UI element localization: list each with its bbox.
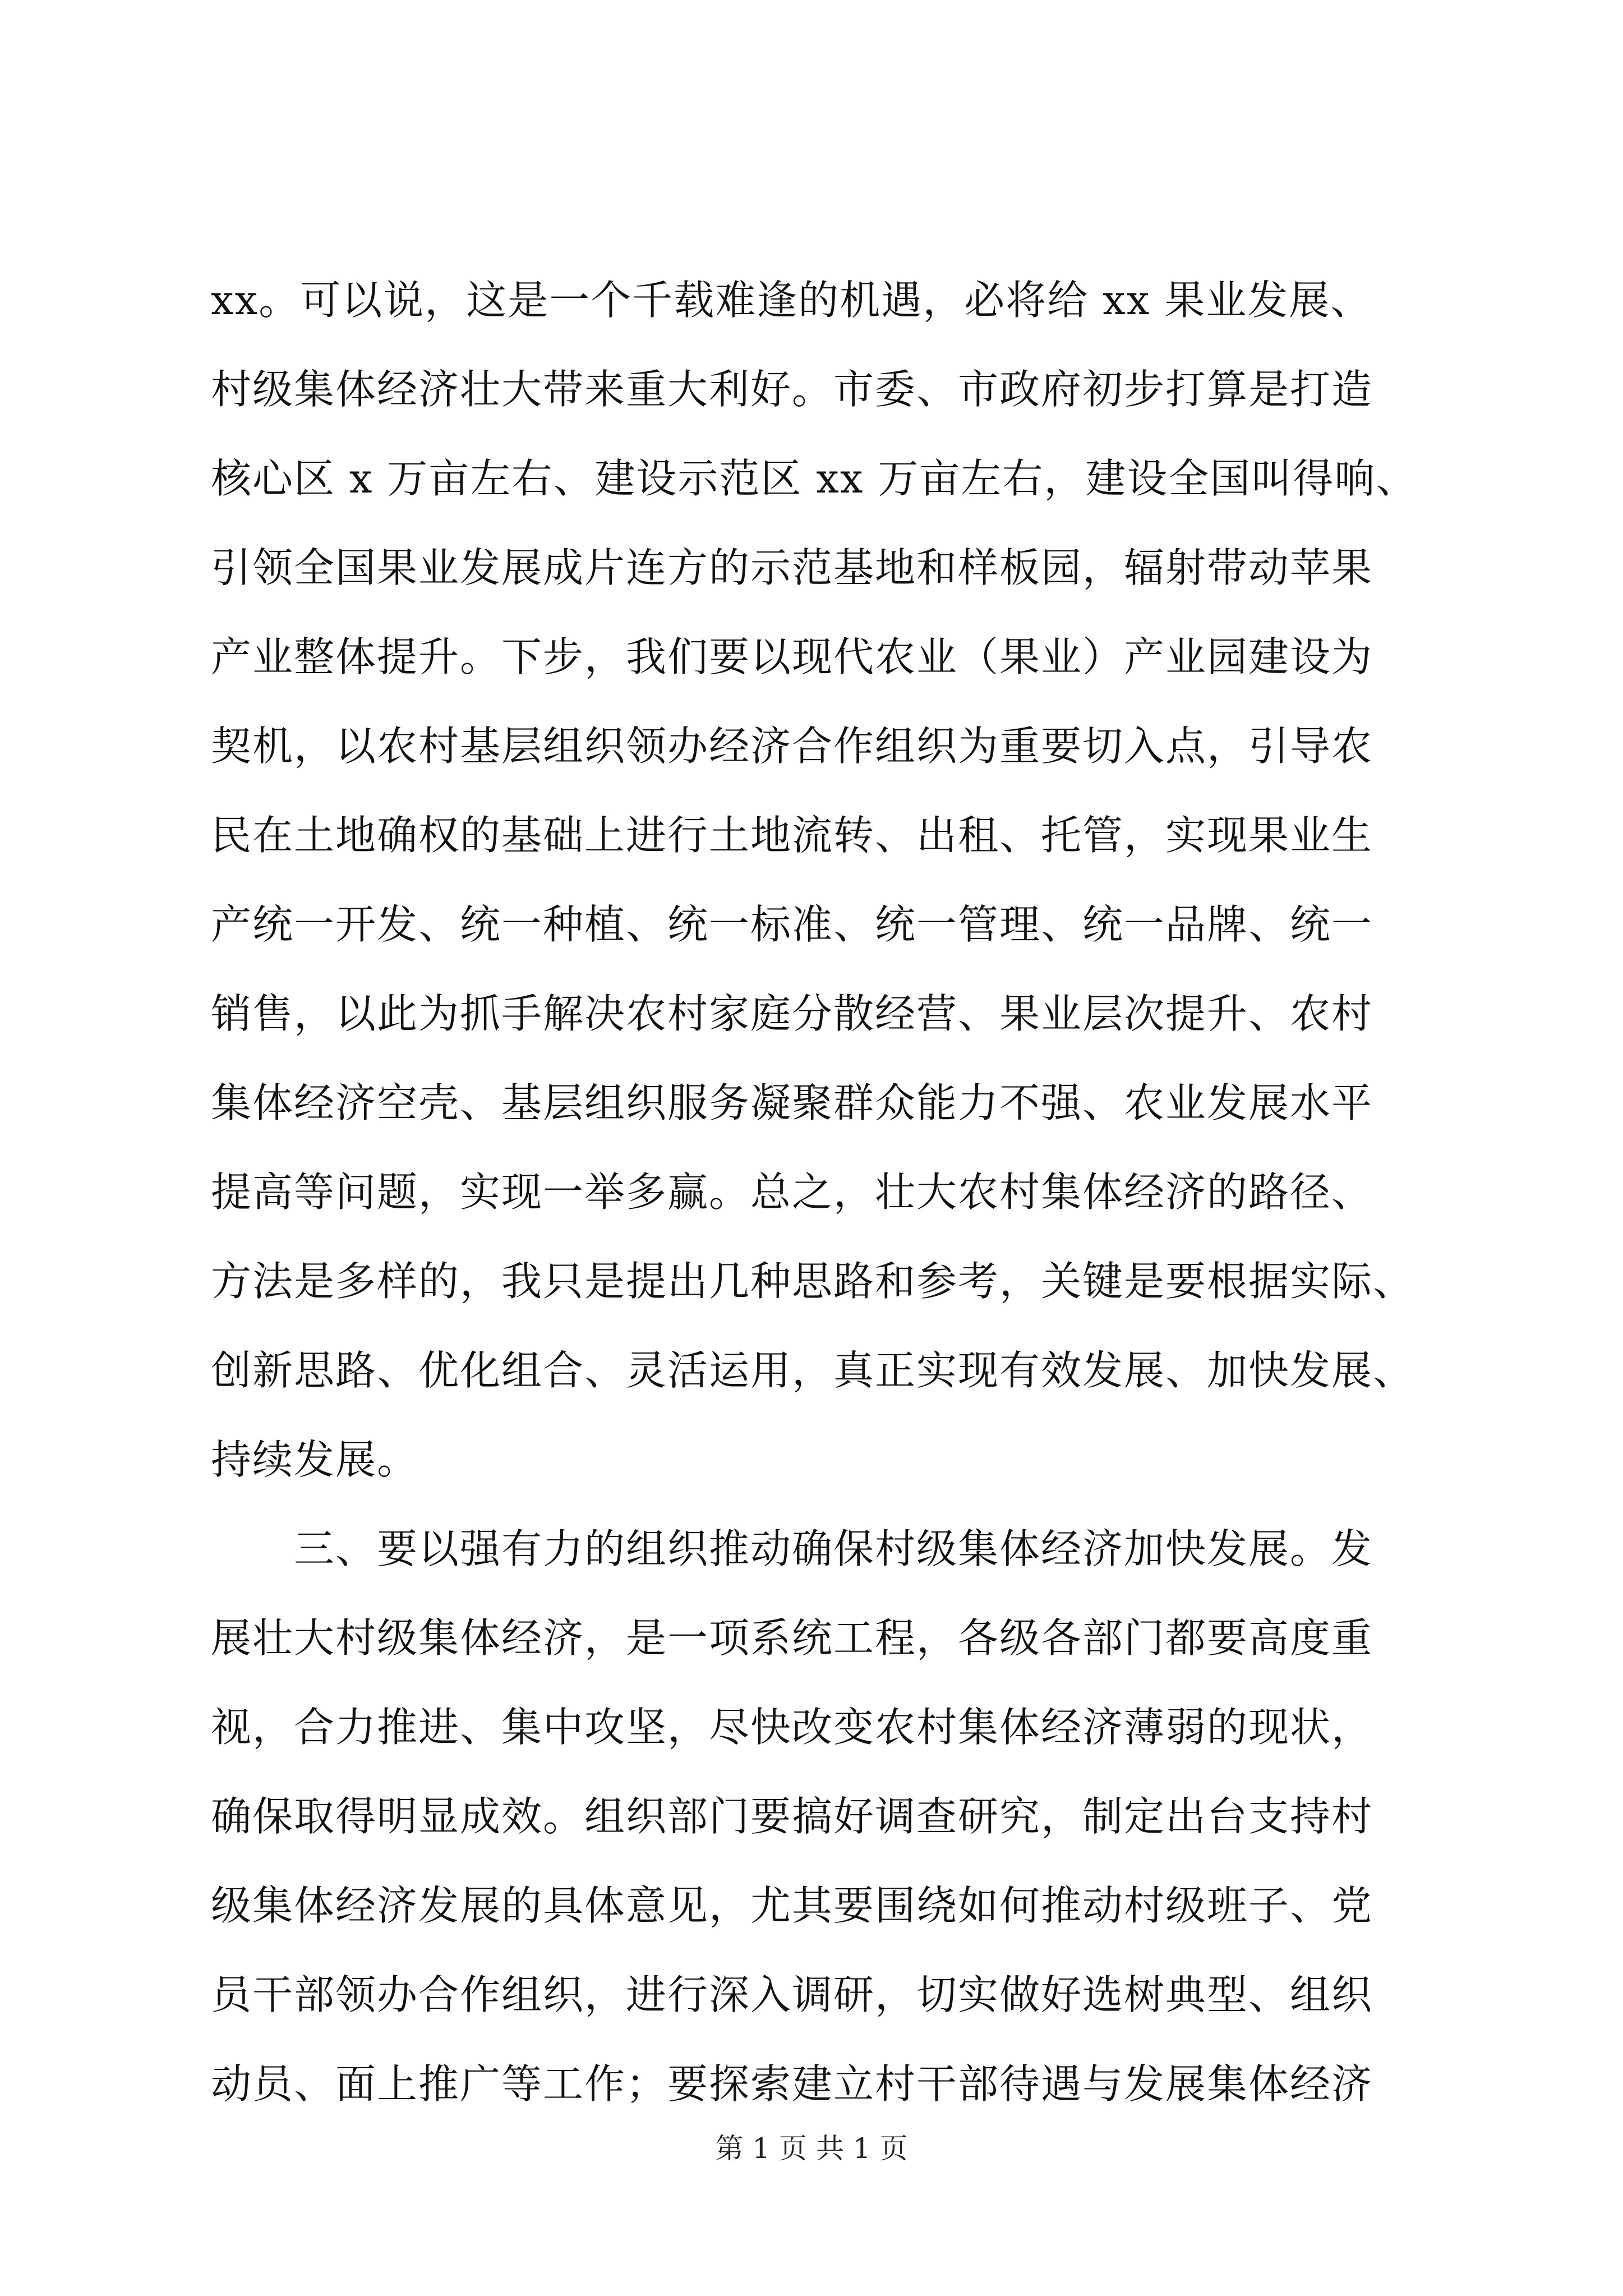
text-line: 动员、面上推广等工作；要探索建立村干部待遇与发展集体经济 (211, 2060, 1373, 2108)
text-line: 确保取得明显成效。组织部门要搞好调查研究，制定出台支持村 (211, 1793, 1373, 1840)
page-footer (0, 2126, 1623, 2166)
text-line: 民在土地确权的基础上进行土地流转、出租、托管，实现果业生 (211, 812, 1373, 859)
text-line: 方法是多样的，我只是提出几种思路和参考，关键是要根据实际、 (211, 1258, 1415, 1305)
text-line: 产业整体提升。下步，我们要以现代农业（果业）产业园建设为 (211, 633, 1373, 680)
text-line: 三、要以强有力的组织推动确保村级集体经济加快发展。发 (211, 1525, 1373, 1572)
text-line: 展壮大村级集体经济，是一项系统工程，各级各部门都要高度重 (211, 1614, 1373, 1662)
text-line: 创新思路、优化组合、灵活运用，真正实现有效发展、加快发展、 (211, 1347, 1415, 1394)
text-line: 契机，以农村基层组织领办经济合作组织为重要切入点，引导农 (211, 723, 1373, 770)
text-line: xx。可以说，这是一个千载难逢的机遇，必将给 xx 果业发展、 (211, 277, 1372, 324)
text-line: 提高等问题，实现一举多赢。总之，壮大农村集体经济的路径、 (211, 1168, 1373, 1216)
text-line: 销售，以此为抓手解决农村家庭分散经营、果业层次提升、农村 (211, 990, 1373, 1037)
text-line: 核心区 x 万亩左右、建设示范区 xx 万亩左右，建设全国叫得响、 (211, 455, 1418, 502)
text-line: 级集体经济发展的具体意见，尤其要围绕如何推动村级班子、党 (211, 1882, 1373, 1929)
text-line: 视，合力推进、集中攻坚，尽快改变农村集体经济薄弱的现状， (211, 1704, 1373, 1751)
text-line: 持续发展。 (211, 1436, 419, 1483)
page-number-label: 第 1 页 共 1 页 (715, 2132, 908, 2165)
text-line: 集体经济空壳、基层组织服务凝聚群众能力不强、农业发展水平 (211, 1079, 1373, 1126)
text-line: 产统一开发、统一种植、统一标准、统一管理、统一品牌、统一 (211, 901, 1373, 948)
text-line: 引领全国果业发展成片连方的示范基地和样板园，辐射带动苹果 (211, 544, 1373, 591)
document-body (211, 256, 1422, 2129)
text-line: 员干部领办合作组织，进行深入调研，切实做好选树典型、组织 (211, 1971, 1373, 2018)
text-line: 村级集体经济壮大带来重大利好。市委、市政府初步打算是打造 (211, 366, 1373, 413)
